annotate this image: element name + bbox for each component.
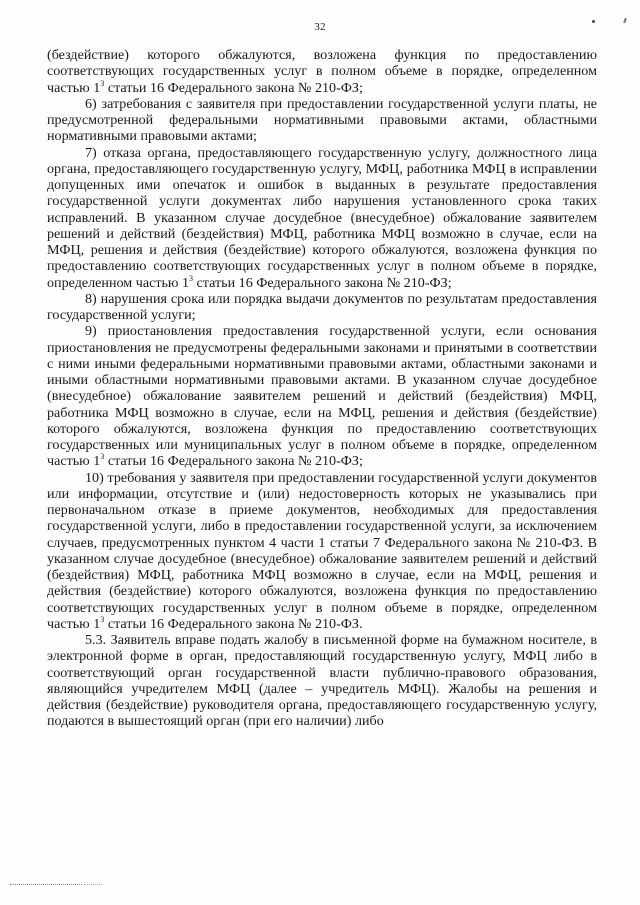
- paragraph-text: 7) отказа органа, предоставляющего государственную услугу, должностного лица органа, предоставляющего государственную услугу, МФЦ, работника МФЦ в исправлении допущенных ими опечаток и ошибок в выданных в результате предоставления государственной услуги документах либо нарушения установленного срока таких исправлений. В указанном случае досудебное (внесудебное) обжалование заявителем решений и действий (бездействия) МФЦ, работника МФЦ возможно в случае, если на МФЦ, решения и действия (бездействие) которого обжалуются, возложена функция по предоставлению соответствующих государственных услуг в полном объеме в порядке, определенном частью 1: [47, 144, 597, 291]
- paragraph-text: (бездействие) которого обжалуются, возложена функция по предоставлению соответствующих государственных услуг в полном объеме в порядке, определенном частью 1: [47, 47, 597, 96]
- paragraph-item-8: [47, 291, 597, 324]
- scan-artifact-dot: [592, 20, 595, 23]
- superscript: 3: [189, 273, 194, 283]
- paragraph-text: статьи 16 Федерального закона № 210-ФЗ;: [104, 79, 363, 96]
- paragraph-text: статьи 16 Федерального закона № 210-ФЗ;: [104, 453, 363, 470]
- paragraph-text: статьи 16 Федерального закона № 210-ФЗ.: [104, 615, 363, 632]
- document-body: [47, 47, 597, 730]
- paragraph-item-10: [47, 470, 597, 633]
- paragraph-text: 5.3. Заявитель вправе подать жалобу в письменной форме на бумажном носителе, в электронной форме в орган, предоставляющий государственную услугу, МФЦ либо в соответствующий орган государственной власти публично-правового образования, являющийся учредителем МФЦ (далее – учредитель МФЦ). Жалобы на решения и действия (бездействие) руководителя органа, предоставляющего государственную услугу, подаются в вышестоящий орган (при его наличии) либо: [47, 632, 597, 730]
- superscript: 3: [100, 452, 105, 462]
- page-number: 32: [314, 21, 326, 33]
- superscript: 3: [100, 614, 105, 624]
- paragraph-item-5-3: [47, 632, 597, 730]
- paragraph-text: 10) требования у заявителя при предоставлении государственной услуги документов или информации, отсутствие и (или) недостоверность которых не указывались при первоначальном отказе в приеме документов, необходимых для предоставления государственной услуги, либо в предоставлении государственной услуги, за исключением случаев, предусмотренных пунктом 4 части 1 статьи 7 Федерального закона № 210-ФЗ. В указанном случае досудебное (внесудебное) обжалование заявителем решений и действий (бездействия) МФЦ, работника МФЦ возможно в случае, если на МФЦ, решения и действия (бездействие) которого обжалуются, возложена функция по предоставлению соответствующих государственных услуг в полном объеме в порядке, определенном частью 1: [47, 469, 597, 632]
- paragraph-text: статьи 16 Федерального закона № 210-ФЗ;: [193, 274, 452, 291]
- paragraph-item-7: [47, 145, 597, 291]
- paragraph-text: 8) нарушения срока или порядка выдачи документов по результатам предоставления государственной услуги;: [47, 290, 597, 323]
- paragraph-item-9: [47, 323, 597, 469]
- paragraph-continuation: [47, 47, 597, 96]
- superscript: 3: [100, 78, 105, 88]
- paragraph-item-6: [47, 96, 597, 145]
- footer-scan-line-short: [84, 884, 102, 885]
- paragraph-text: 9) приостановления предоставления государственной услуги, если основания приостановления не предусмотрены федеральными законами и принятыми в соответствии с ними иными федеральными нормативными правовыми актами, областными законами и иными областными нормативными правовыми актами. В указанном случае досудебное (внесудебное) обжалование заявителем решений и действий (бездействия) МФЦ, работника МФЦ возможно в случае, если на МФЦ, решения и действия (бездействие) которого обжалуются, возложена функция по предоставлению соответствующих государственных или муниципальных услуг в полном объеме в порядке, определенном частью 1: [47, 323, 597, 470]
- footer-scan-line: [10, 884, 82, 885]
- paragraph-text: 6) затребования с заявителя при предоставлении государственной услуги платы, не предусмотренной федеральными нормативными правовыми актами, областными нормативными правовыми актами;: [47, 95, 597, 145]
